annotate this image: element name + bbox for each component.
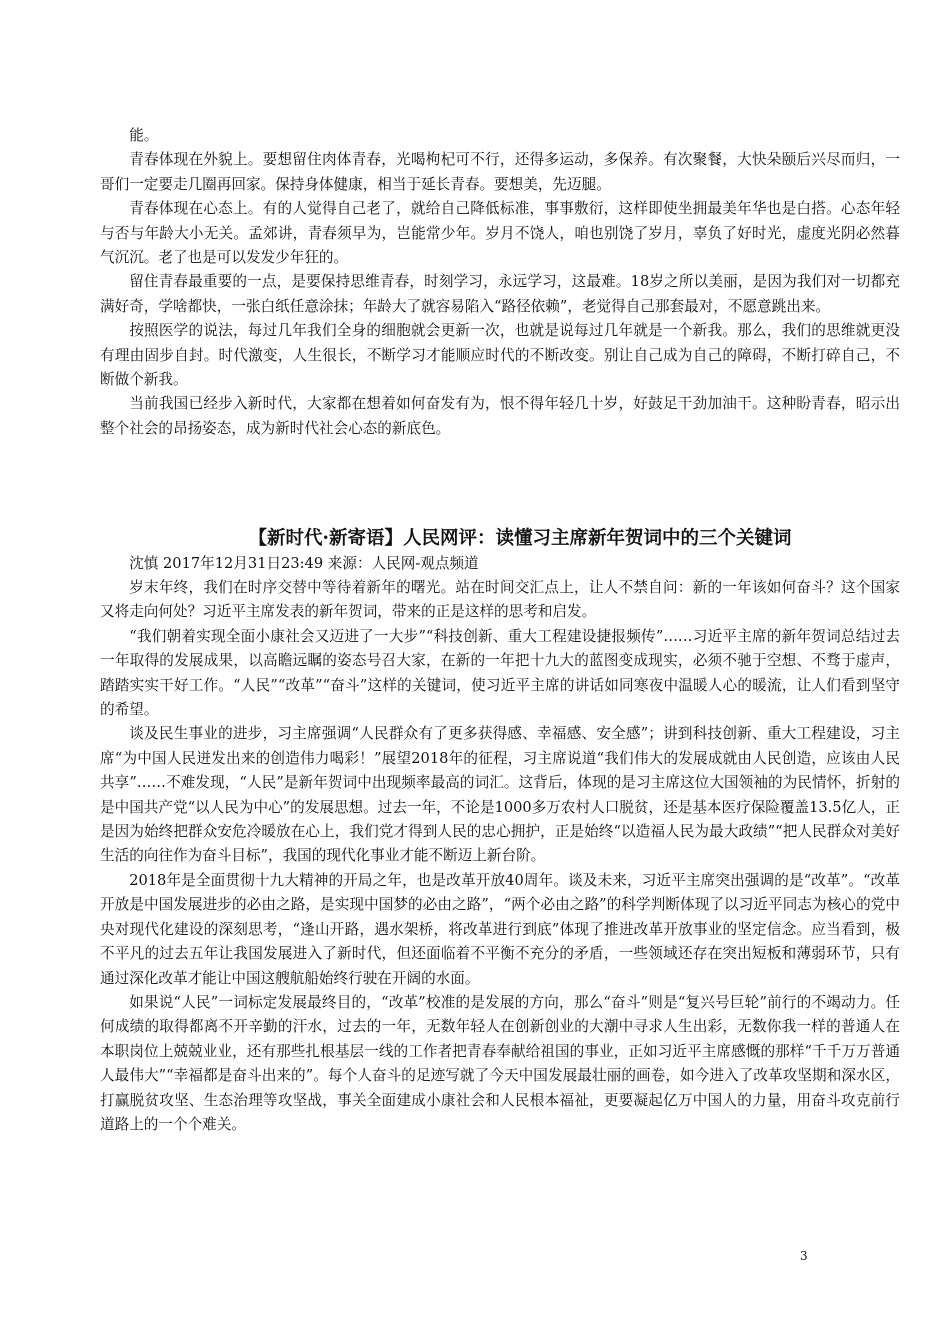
paragraph: 能。 [129,127,159,144]
paragraph: 2018年是全面贯彻十九大精神的开局之年，也是改革开放40周年。谈及未来，习近平主席突出强调的是“改革”。“改革开放是中国发展进步的必由之路，是实现中国梦的必由之路”，“两个必由之路”的科学判断体现了以习近平同志为核心的党中央对现代化建设的深刻思考，“逢山开路，遇水架桥，将改革进行到底”体现了推进改革开放事业的坚定信念。应当看到，极不平凡的过去五年让我国发展进入了新时代，但还面临着不平衡不充分的矛盾，一些领域还存在突出短板和薄弱环节，只有通过深化改革才能让中国这艘航船始终行驶在开阔的水面。 [100,871,900,987]
article-title: 【新时代·新寄语】人民网评：读懂习主席新年贺词中的三个关键词 [248,528,792,549]
paragraph: 留住青春最重要的一点，是要保持思维青春，时刻学习，永远学习，这最难。18岁之所以美丽，是因为我们对一切都充满好奇，学啥都快，一张白纸任意涂抹；年龄大了就容易陷入“路径依赖”，老觉得自己那套最对，不愿意跳出来。 [100,273,900,315]
paragraph: 青春体现在外貌上。要想留住肉体青春，光喝枸杞可不行，还得多运动，多保养。有次聚餐，大快朵颐后兴尽而归，一哥们一定要走几圈再回家。保持身体健康，相当于延长青春。要想美，先迈腿。 [100,151,900,193]
paragraph: 如果说“人民”一词标定发展最终目的，“改革”校准的是发展的方向，那么“奋斗”则是“复兴号巨轮”前行的不竭动力。任何成绩的取得都离不开辛勤的汗水，过去的一年，无数年轻人在创新创业的大潮中寻求人生出彩，无数你我一样的普通人在本职岗位上兢兢业业，还有那些扎根基层一线的工作者把青春奉献给祖国的事业，正如习近平主席感慨的那样“千千万万普通人最伟大”“幸福都是奋斗出来的”。每个人奋斗的足迹写就了今天中国发展最壮丽的画卷，如今进入了改革攻坚期和深水区，打赢脱贫攻坚、生态治理等攻坚战，事关全面建成小康社会和人民根本福祉，更要凝起亿万中国人的力量，用奋斗攻克前行道路上的一个个难关。 [100,993,900,1133]
paragraph: 谈及民生事业的进步，习主席强调“人民群众有了更多获得感、幸福感、安全感”；讲到科技创新、重大工程建设，习主席“为中国人民迸发出来的创造伟力喝彩！”展望2018年的征程，习主席说道“我们伟大的发展成就由人民创造，应该由人民共享”……不难发现，“人民”是新年贺词中出现频率最高的词汇。这背后，体现的是习主席这位大国领袖的为民情怀，折射的是中国共产党“以人民为中心”的发展思想。过去一年，不论是1000多万农村人口脱贫，还是基本医疗保险覆盖13.5亿人，正是因为始终把群众安危冷暖放在心上，我们党才得到人民的忠心拥护，正是始终“以造福人民为最大政绩”“把人民群众对美好生活的向往作为奋斗目标”，我国的现代化事业才能不断迈上新台阶。 [100,725,900,865]
paragraph: 岁末年终，我们在时序交替中等待着新年的曙光。站在时间交汇点上，让人不禁自问：新的一年该如何奋斗？这个国家又将走向何处？习近平主席发表的新年贺词，带来的正是这样的思考和启发。 [100,579,900,621]
paragraph: 当前我国已经步入新时代，大家都在想着如何奋发有为，恨不得年轻几十岁，好鼓足干劲加油干。这种盼青春，昭示出整个社会的昂扬姿态，成为新时代社会心态的新底色。 [100,395,900,437]
article-continuation [100,124,900,441]
article-byline: 沈慎 2017年12月31日23:49 来源：人民网-观点频道 [129,555,479,572]
article-new-year-keywords [100,526,900,1137]
page-number: 3 [800,1249,808,1263]
paragraph: 青春体现在心态上。有的人觉得自己老了，就给自己降低标准，事事敷衍，这样即使坐拥最美年华也是白搭。心态年轻与否与年龄大小无关。孟郊讲，青春须早为，岂能常少年。岁月不饶人，咱也别饶了岁月，辜负了好时光，虚度光阴必然暮气沉沉。老了也是可以发发少年狂的。 [100,200,900,267]
paragraph: “我们朝着实现全面小康社会又迈进了一大步”“科技创新、重大工程建设捷报频传”……习近平主席的新年贺词总结过去一年取得的发展成果，以高瞻远瞩的姿态号召大家，在新的一年把十九大的蓝图变成现实，必须不驰于空想、不骛于虚声，踏踏实实干好工作。“人民”“改革”“奋斗”这样的关键词，使习近平主席的讲话如同寒夜中温暖人心的暖流，让人们看到坚守的希望。 [100,627,900,719]
paragraph: 按照医学的说法，每过几年我们全身的细胞就会更新一次，也就是说每过几年就是一个新我。那么，我们的思维就更没有理由固步自封。时代激变，人生很长，不断学习才能顺应时代的不断改变。别让自己成为自己的障碍，不断打碎自己，不断做个新我。 [100,322,900,389]
